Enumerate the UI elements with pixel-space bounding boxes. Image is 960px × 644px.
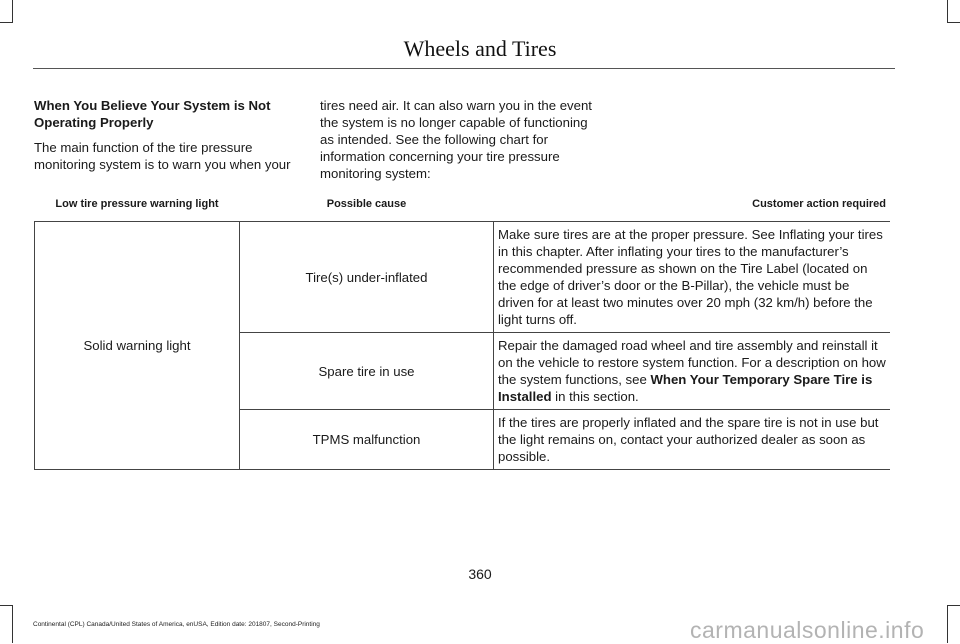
crop-mark-top-right-h — [947, 22, 960, 23]
action-cell: Make sure tires are at the proper pressure. See Inflating your tires in this chapter. After inflating your tires to the manufacturer’s recommended pressure as shown on the Tire Label (located on the edge of driver’s door or the B-Pillar), the vehicle must be driven for at least two minutes over 20 mph (32 km/h) before the light turns off. — [494, 222, 891, 333]
warning-light-cell: Solid warning light — [35, 222, 240, 470]
action-text: Repair the damaged road wheel and tire assembly and reinstall it on the vehicle to restore system function. For a description on how the system functions, see — [498, 338, 886, 387]
action-cell — [494, 333, 891, 410]
crop-mark-bottom-right-h — [947, 605, 960, 606]
header-divider — [33, 68, 895, 69]
section-heading: When You Believe Your System is Not Operating Properly — [34, 98, 271, 130]
intro-left-column — [34, 97, 306, 173]
crop-mark-top-right-v — [947, 0, 948, 22]
action-reference-link-text: When Your Temporary Spare Tire is Installed — [498, 372, 873, 404]
crop-mark-bottom-left-v — [12, 605, 13, 643]
intro-right-column — [320, 97, 592, 182]
header-possible-cause: Possible cause — [240, 190, 494, 222]
table-row — [35, 222, 891, 333]
page-number: 360 — [468, 566, 492, 582]
intro-paragraph-left: The main function of the tire pressure monitoring system is to warn you when your — [34, 140, 291, 172]
action-cell: If the tires are properly inflated and the spare tire is not in use but the light remains on, contact your authorized dealer as soon as possible. — [494, 410, 891, 470]
tpms-chart-table — [34, 190, 890, 470]
cause-cell: Spare tire in use — [240, 333, 494, 410]
crop-mark-bottom-left-h — [0, 605, 13, 606]
cause-cell: TPMS malfunction — [240, 410, 494, 470]
crop-mark-top-left-h — [0, 22, 13, 23]
header-warning-light: Low tire pressure warning light — [35, 190, 240, 222]
intro-paragraph-right: tires need air. It can also warn you in the event the system is no longer capable of functioning as intended. See the following chart for information concerning your tire pressure monitoring system: — [320, 98, 592, 181]
footer-edition-info: Continental (CPL) Canada/United States of America, enUSA, Edition date: 201807, Second-Printing — [33, 621, 320, 628]
action-text: in this section. — [551, 389, 639, 404]
table-header-row — [35, 190, 891, 222]
header-customer-action: Customer action required — [494, 190, 891, 222]
crop-mark-top-left-v — [12, 0, 13, 22]
page-title: Wheels and Tires — [403, 36, 557, 61]
cause-cell: Tire(s) under-inflated — [240, 222, 494, 333]
watermark: carmanualsonline.info — [690, 617, 925, 643]
crop-mark-bottom-right-v — [947, 605, 948, 643]
